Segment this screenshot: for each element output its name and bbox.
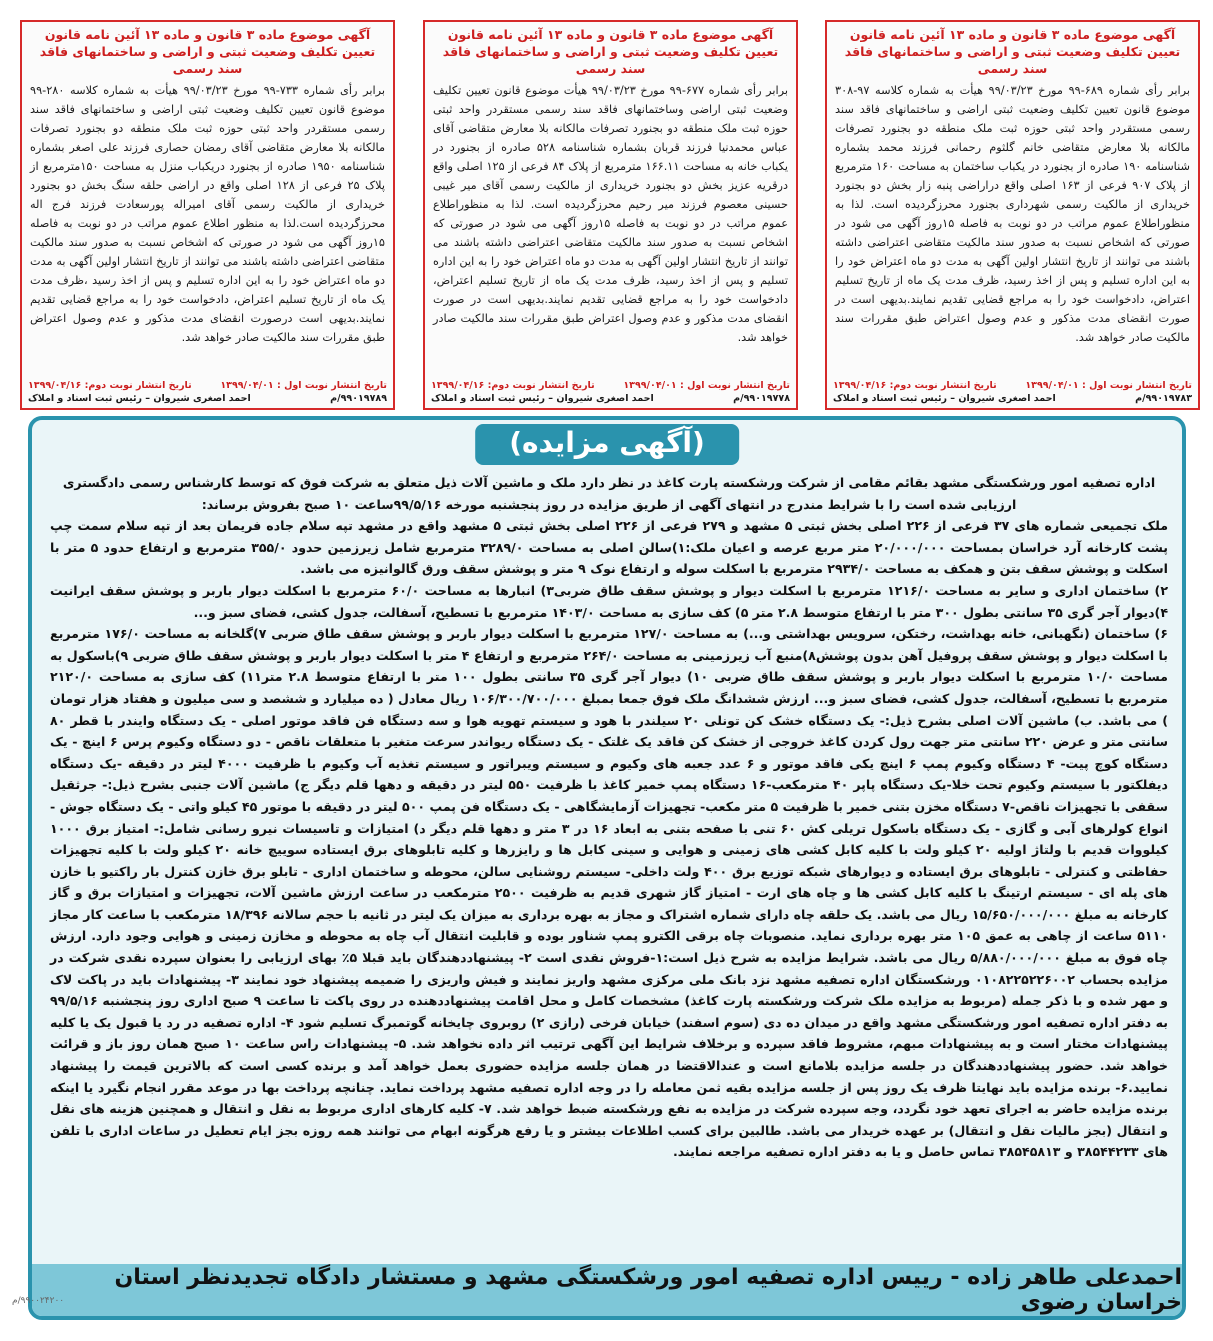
registry-notice-2 — [423, 20, 798, 410]
notice-footer — [431, 380, 790, 404]
auction-body — [50, 472, 1168, 1163]
notice-code: ۹۹۰۱۹۷۸۹/م — [330, 393, 387, 404]
auction-paragraph-details: ۶) ساختمان (نگهبانی، خانه بهداشت، رختکن، سرویس بهداشتی و...) به مساحت ۱۲۷/۰ مترمربع با اسکلت دیوار باربر و پوشش سقف طاق ضربی ۷)گلخانه به مساحت ۱۷۶/۰ مترمربع با اسکلت دیوار و پوشش سقف پروفیل آهن بدون پوشش۸)منبع آب زیرزمینی به مساحت ۲۶۴/۰ مترمربع و ارتفاع ۴ متر با اسکلت دیوار باربر و پوشش سقف طاق ضربی ۹)باسکول به مساحت ۱۰/۰ مترمربع با اسکلت دیوار باربر و پوشش سقف طاق ضربی ۱۰) دیوار آجر گری ۳۵ سانتی بطول ۱۰۰ متر با ارتفاع متوسط ۲.۸ متر۱۱) کف سازی به مساحت ۲۱۲۰/۰ مترمربع با تسطیح، آسفالت، جدول کشی، فضای سبز و... ارزش ششدانگ ملک فوق جمعا بمبلغ ۱۰۶/۳۰۰/۷۰۰/۰۰۰ ریال معادل ( ده میلیارد و ششصد و سی میلیون و هفتاد هزار تومان ) می باشد. ب) ماشین آلات اصلی بشرح ذیل:- یک دستگاه خشک کن تونلی ۲۰ سیلندر با هود و سیستم تهویه هوا و سه دستگاه فن فاقد موتور اصلی - یک دستگاه وایندر با قطر ۸۰ سانتی متر و عرض ۲۲۰ سانتی متر جهت رول کردن کاغذ خروجی از خشک کن فاقد یک غلتک - یک دستگاه ریواندر سرعت متغیر با متعلقات ناقص - دو دستگاه وکیوم پرس ۶ اینچ - یک دستگاه کوچ پیت- ۴ دستگاه وکیوم پمپ ۶ اینچ یکی فاقد موتور و ۶ عدد جعبه های وکیوم و سیستم ویبراتور و سیستم تغذیه آب وکیوم با ظرفیت ۴۰۰۰ لیتر در دقیقه -یک دستگاه دیفلکتور با سیستم وکیوم تحت خلا-یک دستگاه پاپر ۴۰ مترمکعب-۱۶ دستگاه پمپ خمیر کاغذ با ظرفیت ۵۵۰ لیتر در دقیقه و دهها قلم دیگر ج) ماشین آلات جنبی بشرح ذیل:- جرثقیل سقفی با تجهیزات ناقص-۷ دستگاه مخزن بتنی خمیر با ظرفیت ۵ متر مکعب- تجهیزات آزمایشگاهی - یک دستگاه فن پمپ ۵۰۰ لیتر در دقیقه با موتور ۴۵ کیلو واتی - یک دستگاه جوش - انواع کولرهای آبی و گازی - یک دستگاه باسکول تریلی کش ۶۰ تنی با صفحه بتنی به ابعاد ۱۶ در ۳ متر و دهها قلم دیگر د) امتیازات و تاسیسات نیرو رسانی شامل:- امتیاز برق ۱۰۰۰ کیلووات قدیم با ولتاژ اولیه ۲۰ کیلو ولت با کلیه کابل کشی های زمینی و هوایی و سینی کابل ها و رایزرها و کلیه تابلوهای برق ایستاده سوییچ خانه ۲۰ کیلو ولت با کلیه تجهیزات حفاظتی و کنترلی - تابلوهای برق ایستاده و دیوارهای شبکه توزیع برق ۴۰۰ ولت داخلی- سیستم روشنایی سالن، محوطه و ساختمان اداری - تابلو برق خازن کنترل بار راکتیو با خازن های پله ای - سیستم ارتینگ با کلیه کابل کشی ها و چاه های ارت - امتیاز گاز شهری قدیم به ظرفیت ۲۵۰۰ مترمکعب در ساعت ارزش ماشین آلات، تجهیزات و امتیازات برق و گاز کارخانه به مبلغ ۱۵/۶۵۰/۰۰۰/۰۰۰ ریال می باشد. یک حلقه چاه دارای شماره اشتراک و مجاز به بهره برداری به میزان یک لیتر در ثانیه با حجم سالانه ۱۸/۳۹۶ مترمکعب با ساعت کار مجاز ۵۱۱۰ ساعت از چاهی به عمق ۱۰۵ متر بهره برداری نماید. منصوبات چاه برقی الکترو پمپ شناور بوده و قابلیت انتقال آب چاه به محوطه و مخازن زمینی و هوایی وجود دارد. ارزش چاه فوق به مبلغ ۵/۸۸۰/۰۰۰/۰۰۰ ریال می باشد. شرایط مزایده به شرح ذیل است:۱-فروش نقدی است ۲- پیشنهاددهندگان باید قبلا ۵٪ بهای ارزیابی را بعنوان سپرده نقدی شرکت در مزایده بحساب ۰۱۰۸۲۲۵۲۲۶۰۰۲ ورشکستگان اداره تصفیه مشهد نزد بانک ملی مرکزی مشهد واریز نمایند و فیش واریزی را ضمیمه پیشنهاد خود نمایند ۳- پیشنهادات باید در پاکت لاک و مهر شده و با ذکر جمله (مربوط به مزایده ملک شرکت ورشکسته پارت کاغذ) مشخصات کامل و محل اقامت پیشنهاددهنده در روی پاکت تا ساعت ۹ صبح اداری روز پنجشنبه ۹۹/۵/۱۶ به دفتر اداره تصفیه امور ورشکستگی مشهد واقع در میدان ده دی (سوم اسفند) خیابان فرخی (رازی ۲) روبروی چایخانه گوتمبرگ تسلیم شود ۴- اداره تصفیه در رد یا قبول یک یا کلیه پیشنهادات مختار است و به پیشنهادات مبهم، مشروط فاقد سپرده و برخلاف شرایط این آگهی ترتیب اثر داده نخواهد شد. ۵- پیشنهادات راس ساعت ۱۰ صبح همان روز باز و قرائت خواهد شد. حضور پیشنهاددهندگان در جلسه مزایده بلامانع است و عندالاقتضا در همان جلسه مزایده حضوری بعمل خواهد آمد و برنده کسی است که بالاترین قیمت را پیشنهاد نمایید.۶- برنده مزایده باید نهایتا ظرف یک روز پس از جلسه مزایده بقیه ثمن معامله را در وجه اداره تصفیه مشهد پرداخت نماید. چنانچه پرداخت بها در موعد مقرر انجام نگیرد یا اینکه برنده مزایده حاضر به اجرای تعهد خود نگردد، وجه سپرده شرکت در مزایده به نفع ورشکسته ضبط خواهد شد. ۷- کلیه کارهای اداری مربوط به نقل و انتقال و همچنین هزینه های نقل و انتقال (بجز مالیات نقل و انتقال) بر عهده خریدار می باشد. طالبین برای کسب اطلاعات بیشتر و یا رفع هرگونه ابهام می توانند همه روزه بجز ایام تعطیل در ساعات اداری با تلفن های ۳۸۵۴۴۲۳۳ و ۳۸۵۴۵۸۱۳ تماس حاصل و یا به دفتر اداره تصفیه مراجعه نمایند. — [50, 626, 1169, 1160]
publish-date-second: تاریخ انتشار نوبت دوم: ۱۳۹۹/۰۴/۱۶ — [28, 380, 192, 391]
notice-signer: احمد اصغری شیروان – رئیس ثبت اسناد و املاک — [431, 393, 654, 404]
notice-body: برابر رأی شماره ۶۷۷-۹۹ مورخ ۹۹/۰۳/۲۳ هیأت موضوع قانون تعیین تکلیف وضعیت ثبتی اراضی وساختمانهای فاقد سند رسمی مستقردر واحد ثبتی حوزه ثبت ملک منطقه دو بجنورد تصرفات مالکانه بلا معارض متقاضی آقای عباس محمدنیا فرزند قربان بشماره شناسنامه ۵۲۸ صادره از بجنورد در یکباب خانه به مساحت ۱۶۶.۱۱ مترمربع از پلاک ۸۴ فرعی از ۱۲۵ اصلی واقع درقریه عزیز بخش دو بجنورد خریداری از مالکیت رسمی آقای میر غیبی حسینی معصوم فرزند میر رحیم محرزگردیده است. لذا به منظوراطلاع عموم مراتب در دو نوبت به فاصله ۱۵روز آگهی می شود در صورتی که اشخاص نسبت به صدور سند مالکیت متقاضی اعتراضی داشته باشند می توانند از تاریخ انتشار اولین آگهی به مدت دو ماه اعتراض خود را به این اداره تسلیم و پس از اخذ رسید، ظرف مدت یک ماه از تاریخ تسلیم اعتراض، دادخواست خود را به مراجع قضایی تقدیم نمایند.بدیهی است در صورت انقضای مدت مذکور و عدم وصول اعتراض طبق مقررات سند مالکیت صادر خواهد شد. — [433, 84, 789, 344]
notice-footer — [28, 380, 387, 404]
publish-date-first: تاریخ انتشار نوبت اول : ۱۳۹۹/۰۴/۰۱ — [623, 380, 790, 391]
auction-side-code: ۹۹۰۰۲۴۲۰۰/م — [12, 1296, 65, 1306]
auction-paragraph-intro: اداره تصفیه امور ورشکستگی مشهد بقائم مقامی از شرکت ورشکسته پارت کاغذ در نظر دارد ملک و ماشین آلات ذیل متعلق به شرکت فوق که توسط کارشناس رسمی دادگستری ارزیابی شده است را با شرایط مندرج در انتهای آگهی از طریق مزایده در روز پنجشنبه مورخه ۹۹/۵/۱۶ساعت ۱۰ صبح بفروش برساند: — [62, 475, 1156, 512]
notice-signer: احمد اصغری شیروان – رئیس ثبت اسناد و املاک — [833, 393, 1056, 404]
notice-header: آگهی موضوع ماده ۳ قانون و ماده ۱۳ آئین نامه قانون تعیین تکلیف وضعیت ثبتی و اراضی و ساختمانهای فاقد سند رسمی — [844, 27, 1181, 76]
auction-title: (آگهی مزایده) — [475, 424, 739, 465]
notice-footer — [833, 380, 1192, 404]
notice-body: برابر رأی شماره ۶۸۹-۹۹ مورخ ۹۹/۰۳/۲۳ هیأت به شماره کلاسه ۹۷-۳۰۸ موضوع قانون تعیین تکلیف وضعیت ثبتی اراضی و ساختمانهای فاقد سند رسمی مستقردر واحد ثبتی حوزه ثبت ملک منطقه دو بجنورد تصرفات مالکانه بلا معارض متقاضی خانم گلثوم رحمانی فرزند محمد بشماره شناسنامه ۱۹۰ صادره از بجنورد در یکباب ساختمان به مساحت ۱۶۰ مترمربع از پلاک ۹۰۷ فرعی از ۱۶۳ اصلی واقع دراراضی پنبه زار بخش دو بجنورد خریداری از مالکیت رسمی شهرداری بجنورد محرزگردیده است. لذا به منظوراطلاع عموم مراتب در دو نوبت به فاصله ۱۵روز آگهی می شود در صورتی که اشخاص نسبت به صدور سند مالکیت متقاضی اعتراضی داشته باشند می توانند از تاریخ انتشار اولین آگهی به مدت دو ماه اعتراض خود را به این اداره تسلیم و پس از اخذ رسید، ظرف مدت یک ماه از تاریخ تسلیم اعتراض، دادخواست خود را به مراجع قضایی تقدیم نمایند.بدیهی است در صورت انقضای مدت مذکور و عدم وصول اعتراض طبق مقررات سند مالکیت صادر خواهد شد. — [835, 84, 1190, 344]
auction-paragraph-buildings: ۲) ساختمان اداری و سایر به مساحت ۱۲۱۶/۰ مترمربع با اسکلت دیوار و پوشش سقف طاق ضربی۳) انبارها به مساحت ۶۰/۰ مترمربع با اسکلت دیوار باربر و پوشش سقف ایرانیت ۴)دیوار آجر گری ۳۵ سانتی بطول ۳۰۰ متر با ارتفاع متوسط ۲.۸ متر ۵) کف سازی به مساحت ۱۴۰۳/۰ مترمربع با تسطیح، آسفالت، جدول کشی، فضای سبز و... — [50, 582, 1168, 620]
notice-body: برابر رأی شماره ۷۳۳-۹۹ مورخ ۹۹/۰۳/۲۳ هیأت به شماره کلاسه ۲۸۰-۹۹ موضوع قانون تعیین تکلیف وضعیت ثبتی اراضی و ساختمانهای فاقد سند رسمی مستقردر واحد ثبتی حوزه ثبت ملک منطقه دو بجنورد تصرفات مالکانه بلا معارض متقاضی آقای رمضان حصاری فرزند علی اصغر بشماره شناسنامه ۱۹۵۰ صادره از بجنورد دریکباب منزل به مساحت ۱۵۰مترمربع از پلاک ۲۵ فرعی از ۱۲۸ اصلی واقع در اراضی حلقه سنگ بخش دو بجنورد خریداری از مالکیت رسمی آقای امیراله پورسعادت فرزند فرج اله محرزگردیده است.لذا به منظور اطلاع عموم مراتب در دو نوبت به فاصله ۱۵روز آگهی می شود در صورتی که اشخاص نسبت به صدور سند مالکیت متقاضی اعتراضی داشته باشند می توانند از تاریخ انتشار اولین آگهی به مدت دو ماه اعتراض خود را به این اداره تسلیم و پس از اخذ رسید ،ظرف مدت یک ماه از تاریخ تسلیم اعتراض، دادخواست خود را به مراجع قضایی تقدیم نمایند.بدیهی است درصورت انقضای مدت مذکور و عدم وصول اعتراض طبق مقررات سند مالکیت صادر خواهد شد. — [30, 84, 385, 344]
publish-date-first: تاریخ انتشار نوبت اول : ۱۳۹۹/۰۴/۰۱ — [220, 380, 387, 391]
publish-date-first: تاریخ انتشار نوبت اول : ۱۳۹۹/۰۴/۰۱ — [1025, 380, 1192, 391]
notice-header: آگهی موضوع ماده ۳ قانون و ماده ۱۳ آئین نامه قانون تعیین تکلیف وضعیت ثبتی و اراضی و ساختمانهای فاقد سند رسمی — [442, 27, 779, 76]
registry-notice-1 — [825, 20, 1200, 410]
notice-code: ۹۹۰۱۹۷۸۳/م — [1135, 393, 1192, 404]
auction-footer — [32, 1264, 1182, 1316]
publish-date-second: تاریخ انتشار نوبت دوم: ۱۳۹۹/۰۴/۱۶ — [431, 380, 595, 391]
auction-signature: احمدعلی طاهر زاده - رییس اداره تصفیه امور ورشکستگی مشهد و مستشار دادگاه تجدیدنظر استان خراسان رضوی — [114, 1265, 1182, 1315]
auction-notice — [28, 416, 1186, 1320]
notice-signer: احمد اصغری شیروان – رئیس ثبت اسناد و املاک — [28, 393, 251, 404]
registry-notice-3 — [20, 20, 395, 410]
publish-date-second: تاریخ انتشار نوبت دوم: ۱۳۹۹/۰۴/۱۶ — [833, 380, 997, 391]
notice-header: آگهی موضوع ماده ۳ قانون و ماده ۱۳ آئین نامه قانون تعیین تکلیف وضعیت ثبتی و اراضی و ساختمانهای فاقد سند رسمی — [39, 27, 376, 76]
notice-code: ۹۹۰۱۹۷۷۸/م — [733, 393, 790, 404]
auction-paragraph-property: ملک تجمیعی شماره های ۳۷ فرعی از ۲۲۶ اصلی بخش ثبتی ۵ مشهد و ۲۷۹ فرعی از ۲۲۶ اصلی بخش ثبتی ۵ مشهد واقع در مشهد تپه سلام جاده فریمان بعد از تپه سلام سمت چپ پشت کارخانه آرد خراسان بمساحت ۲۰/۰۰۰/۰۰۰ متر مربع عرصه و اعیان ملک:۱)سالن اصلی به مساحت ۳۲۸۹/۰ مترمربع شامل زیرزمین حدود ۳۵۵/۰ مترمربع و ارتفاع حدود ۵ متر با اسکلت و پوشش سقف بتن و همکف به مساحت ۲۹۳۴/۰ مترمربع با اسکلت سوله و ارتفاع نوک ۹ متر و پوشش سقف ورق گالوانیزه می باشد. — [50, 518, 1169, 577]
